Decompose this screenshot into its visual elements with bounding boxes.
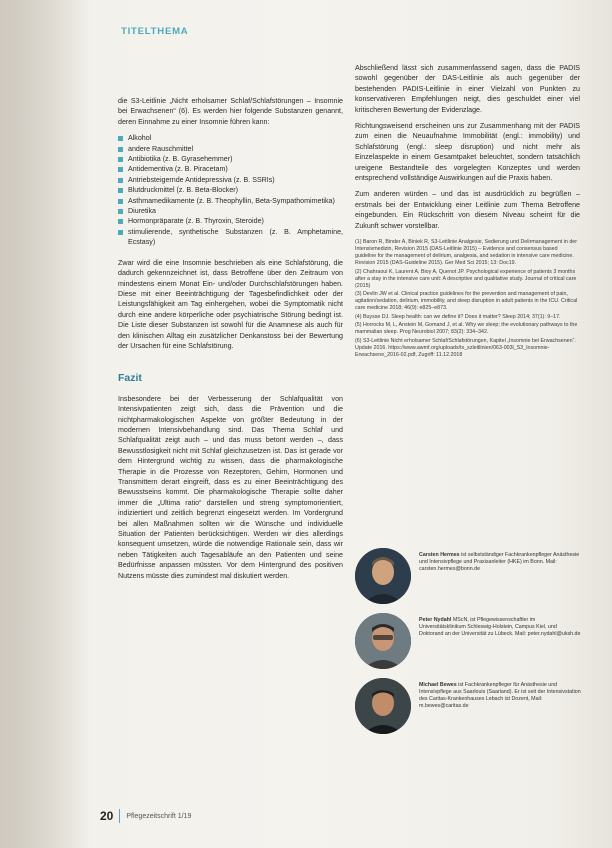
author-portrait xyxy=(355,678,411,734)
list-item: Blutdruckmittel (z. B. Beta-Blocker) xyxy=(118,185,343,195)
journal-name: Pflegezeitschrift 1/19 xyxy=(126,812,192,820)
list-item: Antibiotika (z. B. Gyrasehemmer) xyxy=(118,154,343,164)
list-item: Diuretika xyxy=(118,206,343,216)
list-item: stimulierende, synthetische Substanzen (z. B. Amphetamine, Ecstasy) xyxy=(118,227,343,248)
reference-list xyxy=(355,239,580,359)
substance-list xyxy=(118,133,343,247)
fazit-heading: Fazit xyxy=(118,372,142,385)
author-bio xyxy=(419,682,581,710)
author-bio xyxy=(419,617,581,638)
reference-item: (3) Devlin JW et al. Clinical practice guidelines for the prevention and management of pain, agitation/sedation, delirium, immobility, and sleep disruption in adult patients in the ICU. Critical care medicine 2018; 46(9): e825–e873. xyxy=(355,291,578,312)
author-name: Peter Nydahl xyxy=(419,617,453,623)
list-item: Hormonpräparate (z. B. Thyroxin, Steroide) xyxy=(118,216,343,226)
reference-item: (5) Horrocks M, L, Anstein M, Gomand J, et al. Why we sleep; the evolutionary pathways to the mammalian sleep. Prog Neurobiol 2007; 83(2): 334–342. xyxy=(355,322,578,336)
right-column xyxy=(355,63,580,360)
footer-divider xyxy=(119,809,120,823)
author-description: ist selbstständiger Fachkrankenpfleger Anästhesie und Intensivpflege und Praxisanleiter (HKE) im Bonn. Mail: carsten.hermes@bonn.de xyxy=(419,552,580,572)
author-card xyxy=(355,548,585,611)
intro-paragraph: die S3-Leitlinie „Nicht erholsamer Schlaf/Schlafstörungen – Insomnie bei Erwachsenen“ (6). Es werden hier folgende Substanzen genannt, deren Einnahme zu einer Insomnie führen kann: xyxy=(118,97,343,126)
left-column xyxy=(118,96,343,587)
list-item: Alkohol xyxy=(118,133,343,143)
author-portrait xyxy=(355,548,411,604)
reference-item: (6) S3-Leitlinie Nicht erholsamer Schlaf/Schlafstörungen, Kapitel „Insomnie bei Erwachsenen“. Update 2016. https://www.awmf.org/uploads/tx_szleitlinien/063-003l_S3_Insomnie-Erwachsene_2016-02.pdf, Zugriff: 11.12.2018 xyxy=(355,337,576,358)
fazit-paragraph: Insbesondere bei der Verbesserung der Schlafqualität von Intensivpatienten zeigt sich, dass die Prävention und die nichtpharmakologischen Aspekte von größter Bedeutung in der modernen Intensivbehandlung sind. Das Thema Schlaf und Schlafqualität zeigt auch – und das muss betont werden –, dass Bewusstlosigkeit nicht mit Schlaf gleichzusetzen ist. Das ist gerade vor dem Hintergrund wichtig zu wissen, dass die pharmakologische Therapie in die Prozesse von Rezeptoren, Gehirn, Hormonen und Transmittern derart eingreift, dass es zu einer Beeinträchtigung des Bewusstseins kommt. Die pharmakologische Therapie sollte daher immer die „Ultima ratio“ darstellen und streng symptomorientiert, indiziertiert und zeitlich begrenzt eingesetzt werden. Im Vordergrund bei allen Maßnahmen sollten wir die Wünsche und individuelle Situation der Patienten berücksichtigen. Werden wir dies allerdings konsequent umsetzen, würde die notwendige Rationale sein, dass wir neben Tätigkeiten auch Tagesabläufe an den Patienten und seine Bedürfnisse anpassen müssten. Vor dem Hintergrund des positiven Nutzens müsste dies zumindest mal diskutiert werden. xyxy=(118,394,343,580)
body-paragraph: Zwar wird die eine Insomnie beschrieben als eine Schlafstörung, die dadurch gekennzeichnet ist, dass Betroffene über den Zeitraum von mindestens einem Monat Ein- und/oder Durchschlafstörungen haben. Diese mit einer Beeinträchtigung der Tagesbefindlichkeit oder der Leistungsfähigkeit am Tag einhergehen, wobei die Symptomatik nicht durch eine andere körperliche oder psychiatrische Störung bedingt ist. Die Liste dieser Substanzen ist sowohl für die Anamnese als auch für den klinischen Alltag ein zusätzlicher Denkanstoss bei der Bewertung der Ursachen für eine Schlafstörung. xyxy=(118,258,343,350)
list-item: andere Rauschmittel xyxy=(118,144,343,154)
list-item: Asthmamedikamente (z. B. Theophyllin, Beta-Sympathomimetika) xyxy=(118,196,343,206)
body-paragraph: Richtungsweisend erscheinen uns zur Zusammenhang mit der PADIS zum einen die Neuaufnahme Immobilität (engl.: immobility) und Schlafstörung (engl.: sleep disruption) und nicht mehr als Einzelaspekte in einem Gesamtpaket beleuchtet, sondern tatsächlich ureigene Bestandteile des vorgelegten Konzeptes und werden entsprechend vollständige Auswirkungen auf die Praxis haben. xyxy=(355,122,580,183)
author-name: Michael Bewes xyxy=(419,682,459,688)
author-card xyxy=(355,613,585,676)
page-footer xyxy=(100,809,191,823)
list-item: Antriebsteigernde Antidepressiva (z. B. SSRIs) xyxy=(118,175,343,185)
reference-item: (2) Chahraoui K, Laurent A, Bioy A, Quenot JP. Psychological experience of patients 3 months after a stay in the intensive care unit: A descriptive and qualitative study. Journal of critical care (2015) xyxy=(355,268,577,289)
page-number: 20 xyxy=(100,809,114,823)
author-description: ist Fachkrankenpfleger für Anästhesie und Intensivpflege aus Saarlouis (Saarland). Er ist seit der Intensivstation des Caritas-Krankenhauses Lebach ist Dozent, Mail: m.bewes@caritas.de xyxy=(419,682,581,709)
reference-item: (1) Baron R, Binder A, Biniek R, S3-Leitlinie Analgesie, Sedierung und Delirmanagement in der Intensivmedizin, Revision 2015 (DAS-Leitlinie 2015) – Evidence and consensus based guideline for the management of delirium, analgesia, and sedation in intensive care medicine. Revision 2015 (DAS-Guideline 2015). Ger Med Sci 2015; 13: Doc19. xyxy=(355,239,578,267)
section-kicker: TITELTHEMA xyxy=(121,26,189,37)
author-name: Carsten Hermes xyxy=(419,552,462,558)
body-paragraph: Zum anderen würden – und das ist ausdrücklich zu begrüßen – erstmals bei der Entwicklung einer Leitlinie zum Thema Betroffene eingebunden. Ein Rückschritt von diesem Niveau scheint für die Zukunft schwer vorstellbar. xyxy=(355,190,580,230)
author-boxes xyxy=(355,548,585,743)
author-card xyxy=(355,678,585,741)
list-item: Antidementiva (z. B. Piracetam) xyxy=(118,164,343,174)
author-portrait xyxy=(355,613,411,669)
author-bio xyxy=(419,552,581,573)
body-paragraph: Abschließend lässt sich zusammenfassend sagen, dass die PADIS sowohl gegenüber der DAS-Leitlinie als auch gegenüber der bestehenden PADIS-Leitlinie in einer Vielzahl von Punkten zu konservativeren Empfehlungen neigt, dies geschuldet einer viel kritischeren Bewertung der Evidenzlage. xyxy=(355,64,580,114)
author-description: MScN, ist Pflegewissenschaftler im Universitätsklinikum Schleswig-Holstein, Campus Kiel, und Doktorand an der Universität zu Lübeck. Mail: peter.nydahl@uksh.de xyxy=(419,617,581,637)
reference-item: (4) Buysse DJ. Sleep health: can we define it? Does it matter? Sleep 2014; 37(1): 9–17. xyxy=(355,313,561,320)
